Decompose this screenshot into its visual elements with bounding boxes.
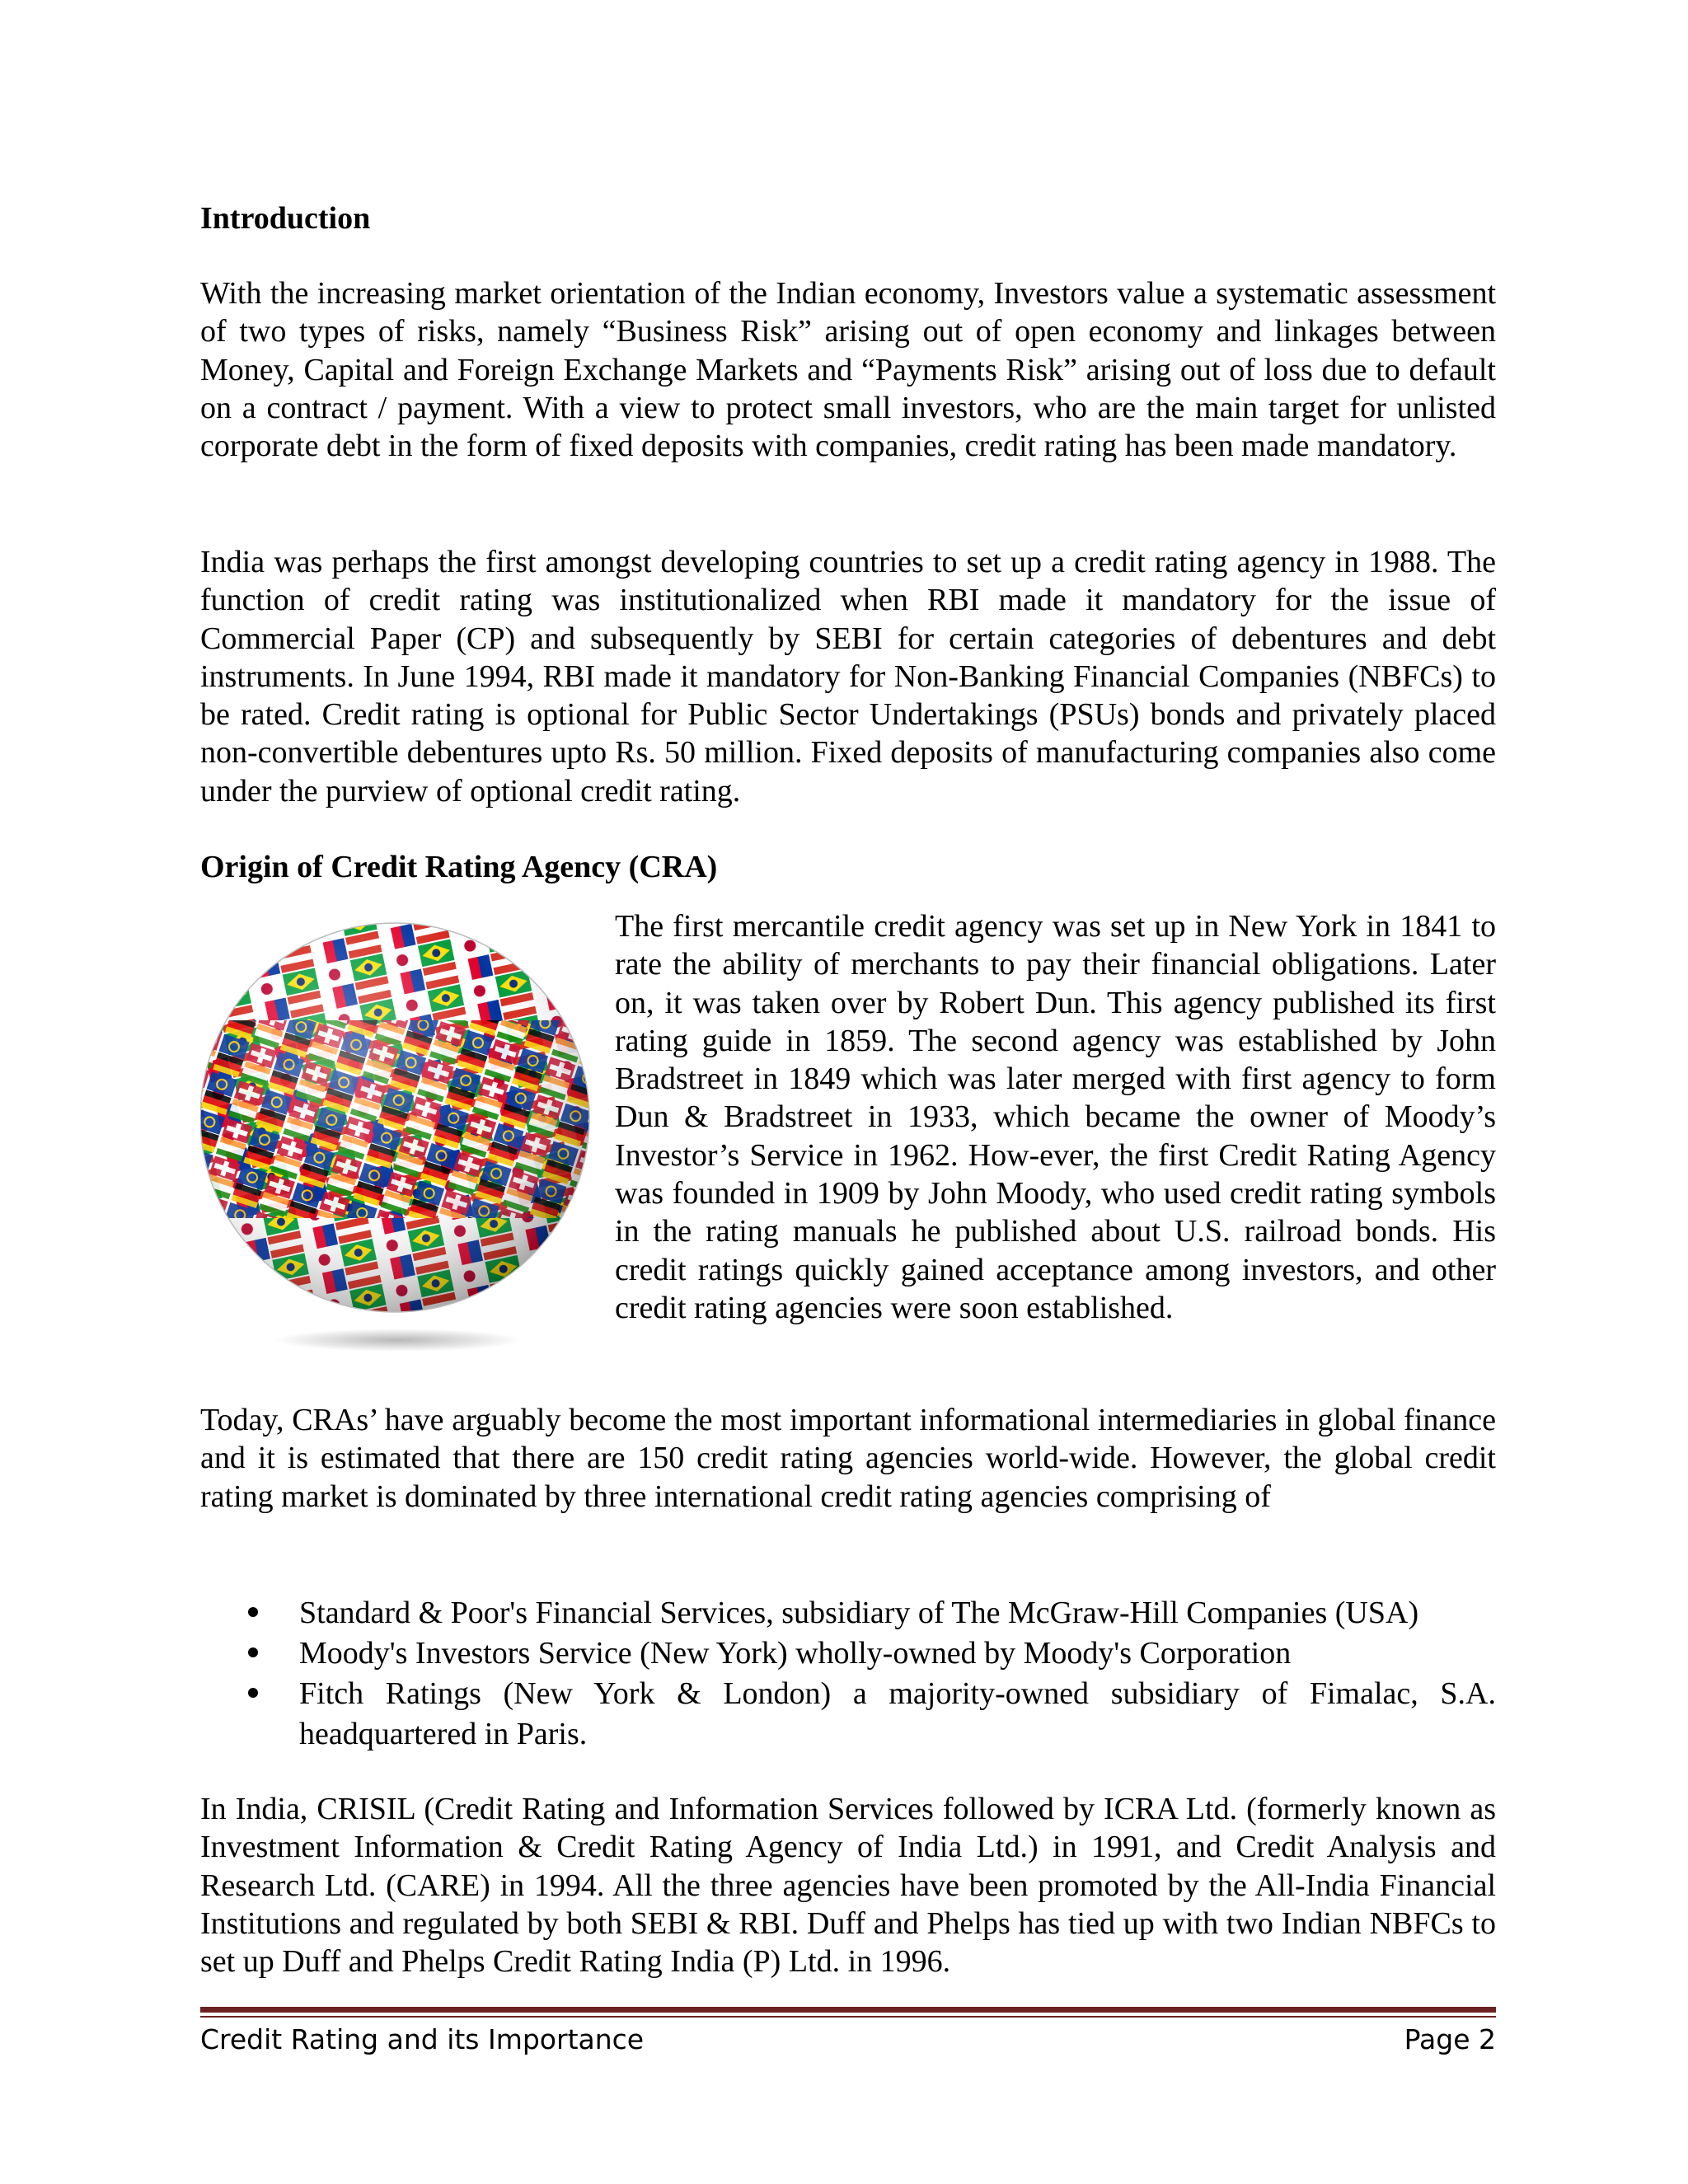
intro-paragraph-2: India was perhaps the first amongst developing countries to set up a credit rating agency in 1988. The function of credit rating was institutionalized when RBI made it mandatory for the issue of Commercial Paper (CP) and subsequently by SEBI for certain categories of debentures and debt instruments. In June 1994, RBI made it mandatory for Non-Banking Financial Companies (NBFCs) to be rated. Credit rating is optional for Public Sector Undertakings (PSUs) bonds and privately placed non-convertible debentures upto Rs. 50 million. Fixed deposits of manufacturing companies also come under the purview of optional credit rating. (200, 545, 1496, 808)
origin-paragraph-3: In India, CRISIL (Credit Rating and Information Services followed by ICRA Ltd. (formerly known as Investment Information & Credit Rating Agency of India Ltd.) in 1991, and Credit Analysis and Research Ltd. (CARE) in 1994. All the three agencies have been promoted by the All-India Financial Institutions and regulated by both SEBI & RBI. Duff and Phelps has tied up with two Indian NBFCs to set up Duff and Phelps Credit Rating India (P) Ltd. in 1996. (200, 1792, 1496, 1980)
intro-paragraph-1: With the increasing market orientation of the Indian economy, Investors value a systematic assessment of two types of risks, namely “Business Risk” arising out of open economy and linkages between Money, Capital and Foreign Exchange Markets and “Payments Risk” arising out of loss due to default on a contract / payment. With a view to protect small investors, who are the main target for unlisted corporate debt in the form of fixed deposits with companies, credit rating has been made mandatory. (200, 276, 1496, 464)
flag-globe-illustration (200, 921, 596, 1358)
section-heading-origin: Origin of Credit Rating Agency (CRA) (200, 850, 718, 884)
document-page (200, 0, 1496, 2184)
origin-paragraph-1: The first mercantile credit agency was set up in New York in 1841 to rate the ability of merchants to pay their financial obligations. Later on, it was taken over by Robert Dun. This agency published its first rating guide in 1859. The second agency was established by John Bradstreet in 1849 which was later merged with first agency to form Dun & Bradstreet in 1933, which became the owner of Moody’s Investor’s Service in 1962. How-ever, the first Credit Rating Agency was founded in 1909 by John Moody, who used credit rating symbols in the rating manuals he published about U.S. railroad bonds. His credit ratings quickly gained acceptance among investors, and other credit rating agencies were soon established. (615, 909, 1496, 1325)
footer-divider (200, 2007, 1496, 2013)
bullet-icon (248, 1607, 258, 1617)
list-item: Moody's Investors Service (New York) wholly-owned by Moody's Corporation (200, 1633, 1496, 1674)
list-item: Standard & Poor's Financial Services, subsidiary of The McGraw-Hill Companies (USA) (200, 1593, 1496, 1633)
list-item: Fitch Ratings (New York & London) a majority-owned subsidiary of Fimalac, S.A. headquartered in Paris. (200, 1674, 1496, 1755)
bullet-icon (248, 1688, 258, 1698)
bullet-icon (248, 1647, 258, 1657)
agency-list (200, 1593, 1496, 1755)
page-number: Page 2 (1404, 2022, 1496, 2055)
page-footer (200, 2018, 1496, 2060)
origin-paragraph-2: Today, CRAs’ have arguably become the most important informational intermediaries in global finance and it is estimated that there are 150 credit rating agencies world-wide. However, the global credit rating market is dominated by three international credit rating agencies comprising of (200, 1403, 1496, 1514)
footer-divider-thin (200, 2016, 1496, 2018)
flag-globe-image (200, 921, 596, 1358)
section-heading-introduction: Introduction (200, 201, 371, 236)
footer-title: Credit Rating and its Importance (200, 2022, 645, 2055)
